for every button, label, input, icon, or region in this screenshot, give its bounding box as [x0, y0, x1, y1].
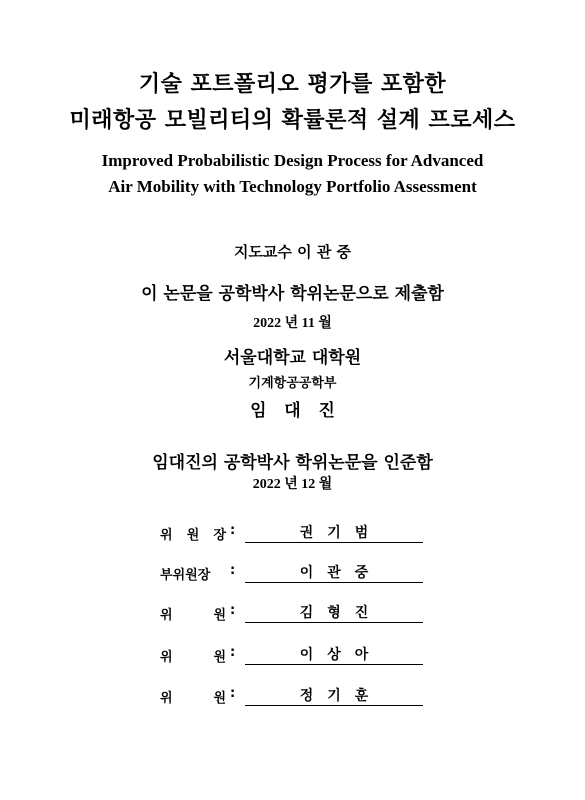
- committee-member-name: 권기범: [299, 525, 383, 541]
- committee-role: 부 위 원 장: [160, 568, 211, 583]
- submission-statement: 이 논문을 공학박사 학위논문으로 제출함: [141, 284, 444, 304]
- committee-member-name: 이관중: [299, 565, 383, 581]
- committee-row-chair: [0, 522, 585, 546]
- advisor: 지도교수 이 관 중: [233, 243, 352, 261]
- committee-row-vice-chair: [0, 562, 585, 586]
- approval-statement: 임대진의 공학박사 학위논문을 인준함: [152, 453, 433, 473]
- university-name: 서울대학교 대학원: [223, 348, 362, 368]
- author-name: 임 대 진: [250, 401, 335, 421]
- committee-member-name: 정기훈: [299, 688, 383, 704]
- title-korean-line2: 미래항공 모빌리티의 확률론적 설계 프로세스: [69, 108, 516, 133]
- committee-row-member-3: [0, 685, 585, 709]
- colon: :: [230, 645, 236, 660]
- signature-line: [245, 664, 423, 665]
- colon: :: [230, 686, 236, 701]
- submission-date: 2022 년 11 월: [253, 316, 332, 331]
- signature-line: [245, 542, 423, 543]
- committee-role: 위 원: [160, 650, 226, 665]
- signature-line: [245, 582, 423, 583]
- committee-member-name: 김형진: [299, 605, 383, 621]
- title-english-line2: Air Mobility with Technology Portfolio Assessment: [108, 177, 477, 196]
- committee-member-name: 이상아: [299, 647, 383, 663]
- title-korean-line1: 기술 포트폴리오 평가를 포함한: [138, 72, 447, 97]
- committee-row-member-1: [0, 602, 585, 626]
- signature-line: [245, 705, 423, 706]
- approval-date: 2022 년 12 월: [252, 477, 333, 492]
- colon: :: [230, 603, 236, 618]
- committee-role: 위 원: [160, 691, 226, 706]
- committee-role: 위 원 장: [160, 528, 226, 543]
- committee-role: 위 원: [160, 608, 226, 623]
- colon: :: [230, 563, 236, 578]
- committee-row-member-2: [0, 644, 585, 668]
- signature-line: [245, 622, 423, 623]
- department-name: 기계항공공학부: [248, 376, 337, 391]
- colon: :: [230, 523, 236, 538]
- title-english-line1: Improved Probabilistic Design Process for Advanced: [101, 151, 484, 170]
